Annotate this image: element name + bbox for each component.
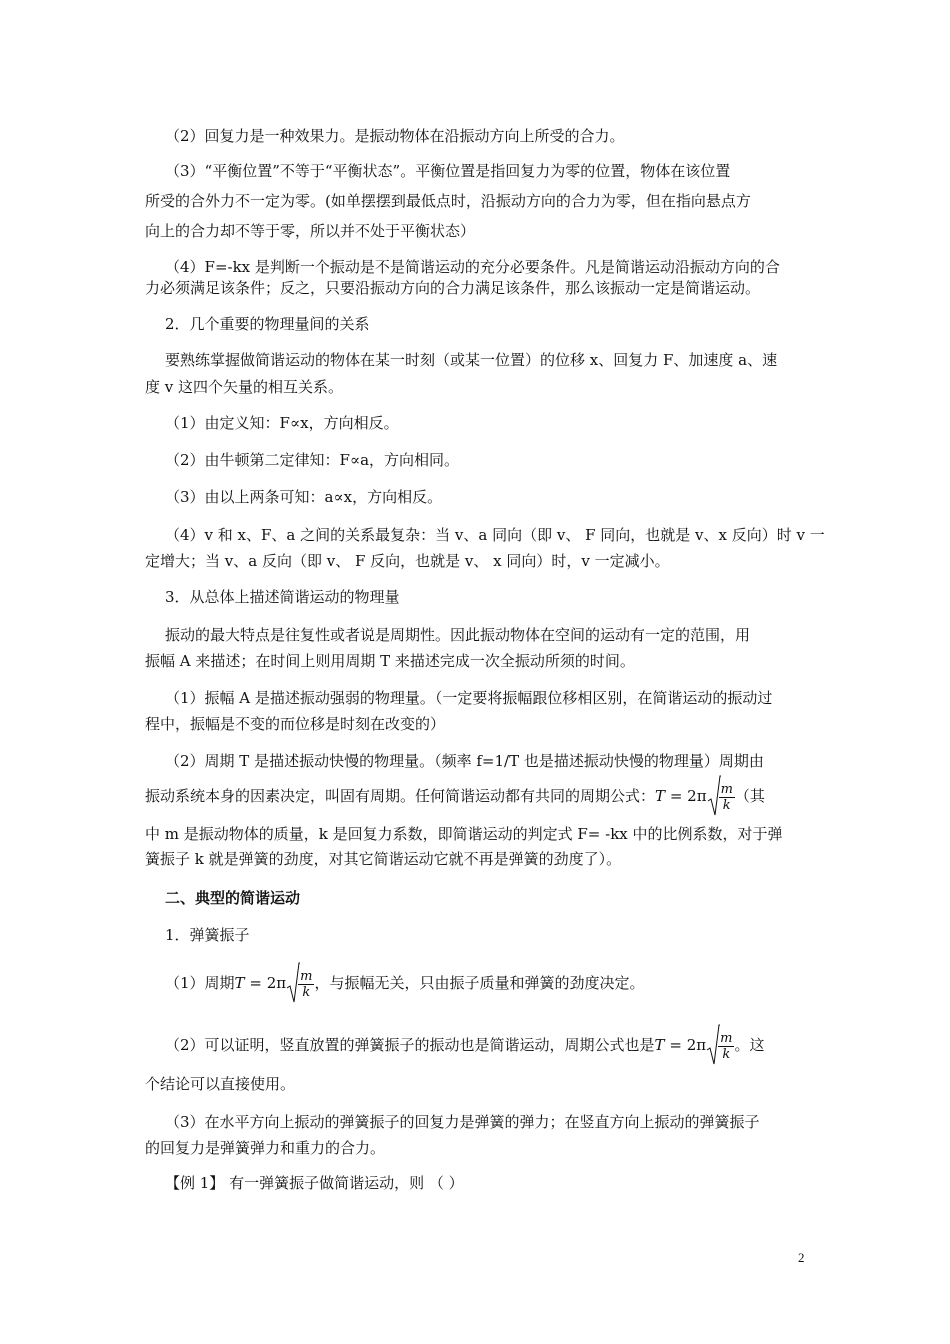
formula-coef: 2π (686, 1036, 707, 1055)
section-heading: 3．从总体上描述简谐运动的物理量 (165, 588, 400, 606)
text-line: （1）振幅 A 是描述振动强弱的物理量。（一定要将振幅跟位移相区别，在简谐运动的振动过 (165, 689, 773, 707)
text-line: 程中，振幅是不变的而位移是时刻在改变的） (145, 715, 446, 733)
fraction-numerator: m (720, 781, 733, 797)
section-title: 二、典型的简谐运动 (165, 889, 301, 907)
formula-coef: 2π (687, 787, 707, 806)
text-line: （2）周期 T 是描述振动快慢的物理量。（频率 f=1/T 也是描述振动快慢的物理量）周期由 (165, 752, 764, 770)
text-line: （3）“平衡位置”不等于“平衡状态”。平衡位置是指回复力为零的位置，物体在该位置 (165, 162, 731, 180)
section-heading: 1．弹簧振子 (165, 926, 250, 944)
text-line: （4）v 和 x、F、a 之间的关系最复杂：当 v、a 同向（即 v、 F 同向，也就是 v、x 反向）时 v 一 (165, 526, 825, 544)
text-line-with-formula (145, 781, 813, 813)
text-line: 定增大；当 v、a 反向（即 v、 F 反向，也就是 v、 x 同向）时，v 一定减小。 (145, 552, 670, 570)
text-line-with-formula (165, 968, 833, 1000)
example-heading: 【例 1】 有一弹簧振子做简谐运动，则 （ ） (165, 1174, 464, 1192)
text-span: （1）周期 (165, 974, 235, 992)
fraction-denominator: k (722, 1046, 731, 1062)
fraction-denominator: k (722, 797, 731, 813)
formula-lhs: T (655, 787, 666, 806)
fraction-numerator: m (300, 968, 313, 984)
text-line: 的回复力是弹簧弹力和重力的合力。 (145, 1139, 386, 1157)
page-number: 2 (798, 1250, 805, 1265)
text-span: 。这 (734, 1036, 765, 1054)
text-line: 向上的合力却不等于零，所以并不处于平衡状态） (145, 222, 476, 240)
text-span: 振动系统本身的因素决定，叫固有周期。任何简谐运动都有共同的周期公式： (145, 787, 656, 805)
text-line-with-formula (165, 1030, 833, 1062)
text-line: 要熟练掌握做简谐运动的物体在某一时刻（或某一位置）的位移 x、回复力 F、加速度 a、速 (165, 351, 778, 369)
period-formula (655, 1030, 735, 1062)
formula-eq: = (249, 974, 262, 993)
text-line: （4）F=-kx 是判断一个振动是不是简谐运动的充分必要条件。凡是简谐运动沿振动方向的合 (165, 258, 780, 276)
text-line: 力必须满足该条件；反之，只要沿振动方向的合力满足该条件，那么该振动一定是简谐运动。 (145, 279, 761, 297)
period-formula (235, 968, 315, 1000)
text-span: （其 (734, 787, 765, 805)
fraction-numerator: m (720, 1030, 733, 1046)
sqrt-symbol (706, 1030, 734, 1062)
sqrt-symbol (286, 968, 314, 1000)
text-line: 度 v 这四个矢量的相互关系。 (145, 378, 344, 396)
formula-eq: = (669, 787, 683, 806)
formula-coef: 2π (266, 974, 287, 993)
text-line: 个结论可以直接使用。 (145, 1075, 296, 1093)
text-line: 振幅 A 来描述；在时间上则用周期 T 来描述完成一次全振动所须的时间。 (145, 652, 635, 670)
formula-eq: = (669, 1036, 682, 1055)
text-line: 所受的合外力不一定为零。(如单摆摆到最低点时，沿振动方向的合力为零，但在指向悬点方 (145, 192, 751, 210)
sqrt-symbol (707, 781, 735, 813)
section-heading: 2．几个重要的物理量间的关系 (165, 315, 370, 333)
text-line: （1）由定义知：F∝x，方向相反。 (165, 414, 399, 432)
text-line: （2）由牛顿第二定律知：F∝a，方向相同。 (165, 451, 460, 469)
text-line: 中 m 是振动物体的质量，k 是回复力系数，即简谐运动的判定式 F= -kx 中的比例系数，对于弹 (145, 825, 783, 843)
formula-lhs: T (654, 1036, 665, 1055)
text-line: （2）回复力是一种效果力。是振动物体在沿振动方向上所受的合力。 (165, 127, 625, 145)
text-line: 振动的最大特点是往复性或者说是周期性。因此振动物体在空间的运动有一定的范围，用 (165, 626, 751, 644)
text-line: 簧振子 k 就是弹簧的劲度，对其它简谐运动它就不再是弹簧的劲度了）。 (145, 850, 622, 868)
fraction-denominator: k (302, 984, 311, 1000)
text-line: （3）在水平方向上振动的弹簧振子的回复力是弹簧的弹力；在竖直方向上振动的弹簧振子 (165, 1113, 760, 1131)
text-line: （3）由以上两条可知：a∝x，方向相反。 (165, 488, 443, 506)
text-span: ，与振幅无关，只由振子质量和弹簧的劲度决定。 (314, 974, 645, 992)
formula-lhs: T (234, 974, 245, 993)
text-span: （2）可以证明，竖直放置的弹簧振子的振动也是简谐运动，周期公式也是 (165, 1036, 655, 1054)
period-formula (655, 781, 735, 813)
